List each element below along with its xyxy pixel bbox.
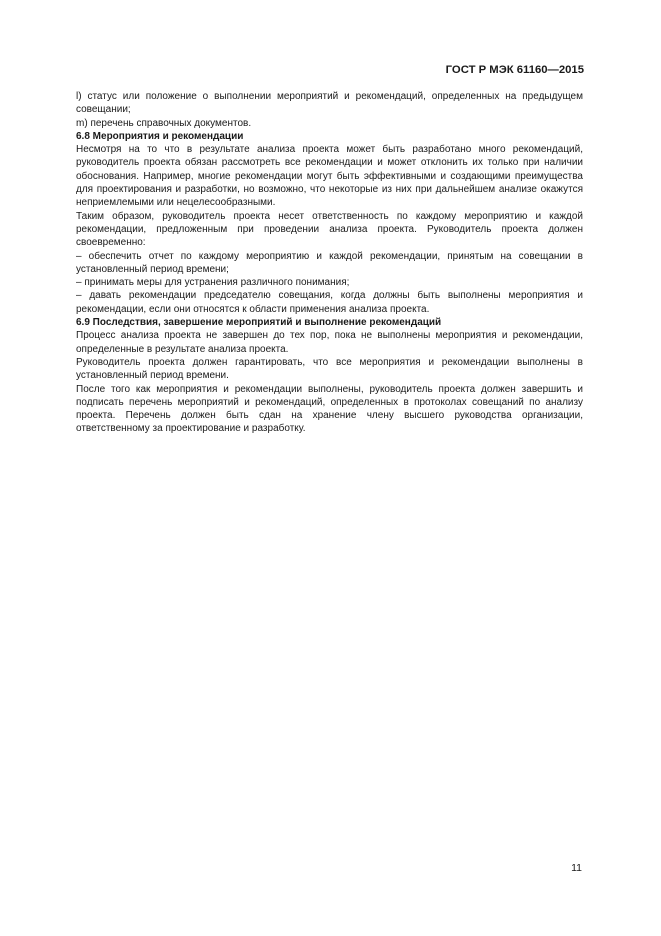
section-heading-6-8: 6.8 Мероприятия и рекомендации xyxy=(76,130,244,142)
section-heading-6-9: 6.9 Последствия, завершение мероприятий и выполнение рекомендаций xyxy=(76,317,442,329)
document-body xyxy=(76,90,583,436)
dash-list-item: – обеспечить отчет по каждому мероприятию и каждой рекомендации, принятым на совещании в установленный период времени; xyxy=(76,250,583,275)
document-header: ГОСТ Р МЭК 61160—2015 xyxy=(445,64,584,76)
paragraph: Несмотря на то что в результате анализа проекта может быть разработано много рекомендаций, руководитель проекта обязан рассмотреть все рекомендации и может отклонить их только при наличии обоснования. Например, многие рекомендации могут быть эффективными и создающими преимущества для проектирования и разработки, но возможно, что некоторые из них при дальнейшем анализе окажутся неприемлемыми или нецелесообразными. xyxy=(76,144,583,209)
list-item-m: m) перечень справочных документов. xyxy=(76,117,252,129)
paragraph: Руководитель проекта должен гарантировать, что все мероприятия и рекомендации выполнены в установленный период времени. xyxy=(76,356,583,382)
dash-list-item: – давать рекомендации председателю совещания, когда должны быть выполнены мероприятия и рекомендации, если они относятся к области применения анализа проекта. xyxy=(76,290,583,315)
list-item-l: l) статус или положение о выполнении мероприятий и рекомендаций, определенных на предыдущем совещании; xyxy=(76,91,583,116)
paragraph: Таким образом, руководитель проекта несет ответственность по каждому мероприятию и каждой рекомендации, предложенным при проведении анализа проекта. Руководитель проекта должен своевременно: xyxy=(76,210,583,249)
paragraph: После того как мероприятия и рекомендации выполнены, руководитель проекта должен завершить и подписать перечень мероприятий и рекомендаций, определенных в протоколах совещаний по анализу проекта. Перечень должен быть сдан на хранение члену высшего руководства организации, ответственному за проектирование и разработку. xyxy=(76,383,583,435)
paragraph: Процесс анализа проекта не завершен до тех пор, пока не выполнены мероприятия и рекомендации, определенные в результате анализа проекта. xyxy=(76,330,583,355)
dash-list-item: – принимать меры для устранения различного понимания; xyxy=(76,277,350,289)
page-number: 11 xyxy=(571,862,582,874)
